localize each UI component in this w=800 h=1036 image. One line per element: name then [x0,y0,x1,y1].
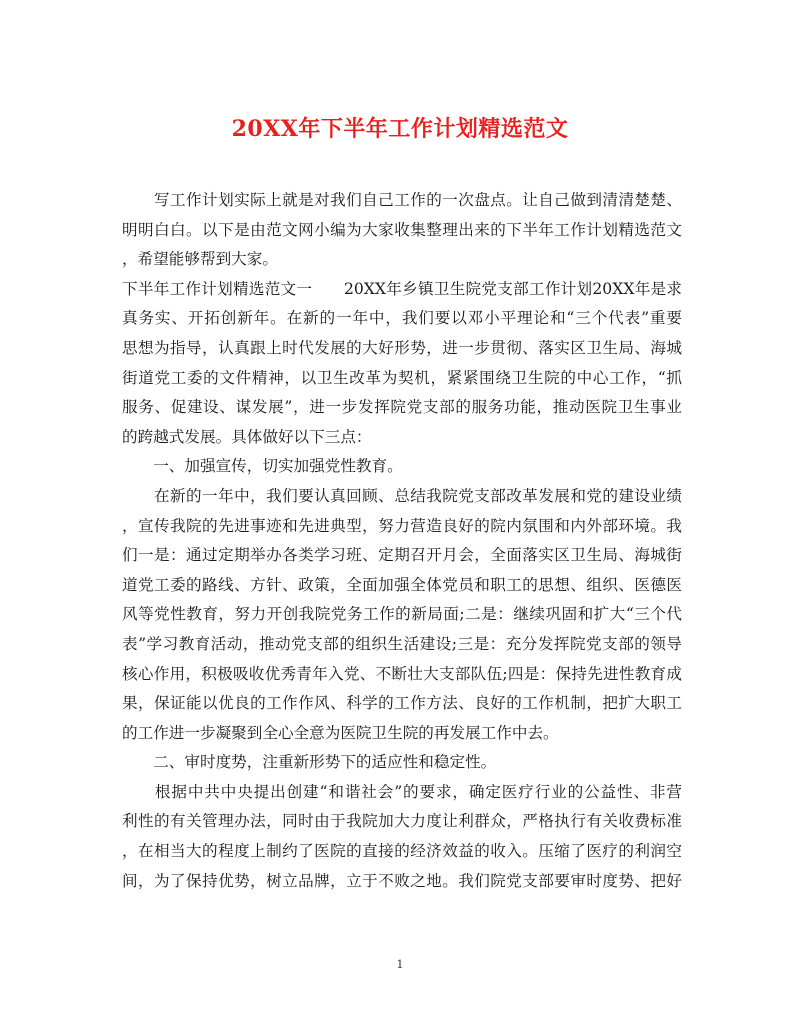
body-line: 思想为指导，认真跟上时代发展的大好形势，进一步贯彻、落实区卫生局、海城 [122,338,682,357]
body-line: ，宣传我院的先进事迹和先进典型，努力营造良好的院内氛围和内外部环境。我 [122,516,682,535]
body-line: 明明白白。以下是由范文网小编为大家收集整理出来的下半年工作计划精选范文 [122,220,682,239]
body-line: 的工作进一步凝聚到全心全意为医院卫生院的再发展工作中去。 [122,723,559,742]
document-title: 20XX年下半年工作计划精选范文 [231,116,569,142]
body-line: 写工作计划实际上就是对我们自己工作的一次盘点。让自己做到清清楚楚、 [122,191,682,209]
body-line: 下半年工作计划精选范文一 20XX年乡镇卫生院党支部工作计划20XX年是求 [122,279,682,298]
body-line: 街道党工委的文件精神，以卫生改革为契机，紧紧围绕卫生院的中心工作，“抓 [122,368,682,387]
body-line: 核心作用，积极吸收优秀青年入党、不断壮大支部队伍;四是：保持先进性教育成 [122,664,682,683]
document-body [122,186,682,896]
section-heading: 一、加强宣传，切实加强党性教育。 [122,457,403,476]
body-line: 道党工委的路线、方针、政策，全面加强全体党员和职工的思想、组织、医德医 [122,575,682,594]
body-line: 间，为了保持优势，树立品牌，立于不败之地。我们院党支部要审时度势、把好 [122,871,682,890]
body-line: 的跨越式发展。具体做好以下三点： [122,427,372,446]
body-line: 风等党性教育，努力开创我院党务工作的新局面;二是：继续巩固和扩大“三个代 [122,605,682,624]
body-line: ，在相当大的程度上制约了医院的直接的经济效益的收入。压缩了医疗的利润空 [122,842,682,861]
body-line: 在新的一年中，我们要认真回顾、总结我院党支部改革发展和党的建设业绩 [122,486,682,505]
body-line: 们一是：通过定期举办各类学习班、定期召开月会，全面落实区卫生局、海城街 [122,546,682,565]
body-line: 果，保证能以优良的工作作风、科学的工作方法、良好的工作机制，把扩大职工 [122,694,682,713]
body-line: 服务、促建设、谋发展”，进一步发挥院党支部的服务功能，推动医院卫生事业 [122,398,682,417]
section-heading: 二、审时度势，注重新形势下的适应性和稳定性。 [122,753,497,772]
body-line: ，希望能够帮到大家。 [122,250,278,269]
body-line: 根据中共中央提出创建“和谐社会”的要求，确定医疗行业的公益性、非营 [122,782,682,801]
body-line: 表”学习教育活动，推动党支部的组织生活建设;三是：充分发挥院党支部的领导 [122,634,682,653]
body-line: 真务实、开拓创新年。在新的一年中，我们要以邓小平理论和“三个代表”重要 [122,309,682,328]
body-line: 利性的有关管理办法，同时由于我院加大力度让利群众，严格执行有关收费标准 [122,812,682,831]
page-number: 1 [396,958,404,971]
